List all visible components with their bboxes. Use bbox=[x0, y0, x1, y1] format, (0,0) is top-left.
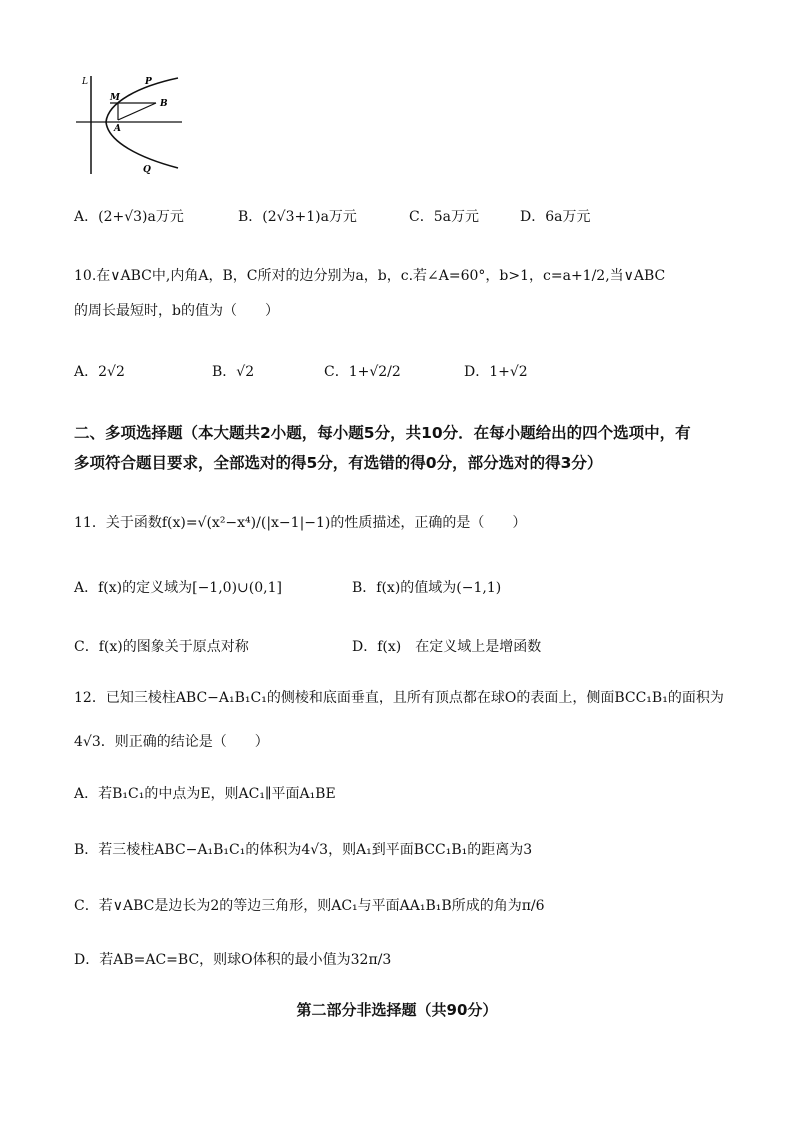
q9-option-b: B．(2√3+1)a万元 bbox=[238, 209, 357, 225]
q12-stem-line2: 4√3．则正确的结论是（ ） bbox=[74, 734, 269, 750]
q11-option-d: D．f(x) 在定义域上是增函数 bbox=[352, 639, 542, 655]
label-b: B bbox=[160, 99, 168, 109]
q11-option-a: A．f(x)的定义域为[−1,0)∪(0,1] bbox=[74, 580, 282, 596]
q10-option-b: B．√2 bbox=[212, 364, 255, 380]
parabola-curve bbox=[106, 78, 178, 168]
q12-option-d: D．若AB=AC=BC，则球O体积的最小值为32π/3 bbox=[74, 952, 392, 968]
segment-ab bbox=[118, 103, 156, 120]
q10-stem-line2: 的周长最短时，b的值为（ ） bbox=[74, 303, 279, 319]
q9-option-a: A．(2+√3)a万元 bbox=[74, 209, 184, 225]
q9-option-d: D．6a万元 bbox=[520, 209, 591, 225]
q10-option-c: C．1+√2/2 bbox=[324, 364, 401, 380]
q10-option-d: D．1+√2 bbox=[464, 364, 528, 380]
q12-option-b: B．若三棱柱ABC−A₁B₁C₁的体积为4√3，则A₁到平面BCC₁B₁的距离为3 bbox=[74, 842, 533, 858]
q10-stem-line1: 10.在∨ABC中,内角A，B，C所对的边分别为a，b，c.若∠A=60°，b>1，c=a+1/2,当∨ABC bbox=[74, 268, 666, 284]
label-m: M bbox=[110, 93, 120, 103]
q9-option-c: C．5a万元 bbox=[409, 209, 479, 225]
q11-option-c: C．f(x)的图象关于原点对称 bbox=[74, 639, 249, 655]
parabola-figure bbox=[70, 70, 190, 180]
part2-title: 第二部分非选择题（共90分） bbox=[296, 1001, 498, 1019]
q12-option-c: C．若∨ABC是边长为2的等边三角形，则AC₁与平面AA₁B₁B所成的角为π/6 bbox=[74, 898, 545, 914]
label-a: A bbox=[114, 124, 121, 134]
label-l: L bbox=[82, 77, 88, 87]
section2-heading-line1: 二、多项选择题（本大题共2小题，每小题5分，共10分．在每小题给出的四个选项中，有 bbox=[74, 424, 691, 442]
section2-heading-line2: 多项符合题目要求，全部选对的得5分，有选错的得0分，部分选对的得3分） bbox=[74, 454, 603, 472]
q12-stem-line1: 12．已知三棱柱ABC−A₁B₁C₁的侧棱和底面垂直，且所有顶点都在球O的表面上，侧面BCC₁B₁的面积为 bbox=[74, 690, 724, 706]
label-p: P bbox=[145, 77, 152, 87]
q11-stem: 11．关于函数f(x)=√(x²−x⁴)/(|x−1|−1)的性质描述，正确的是（ ） bbox=[74, 515, 527, 531]
q12-option-a: A．若B₁C₁的中点为E，则AC₁∥平面A₁BE bbox=[74, 786, 336, 802]
q10-option-a: A．2√2 bbox=[74, 364, 125, 380]
label-q: Q bbox=[143, 165, 151, 175]
q11-option-b: B．f(x)的值域为(−1,1) bbox=[352, 580, 502, 596]
